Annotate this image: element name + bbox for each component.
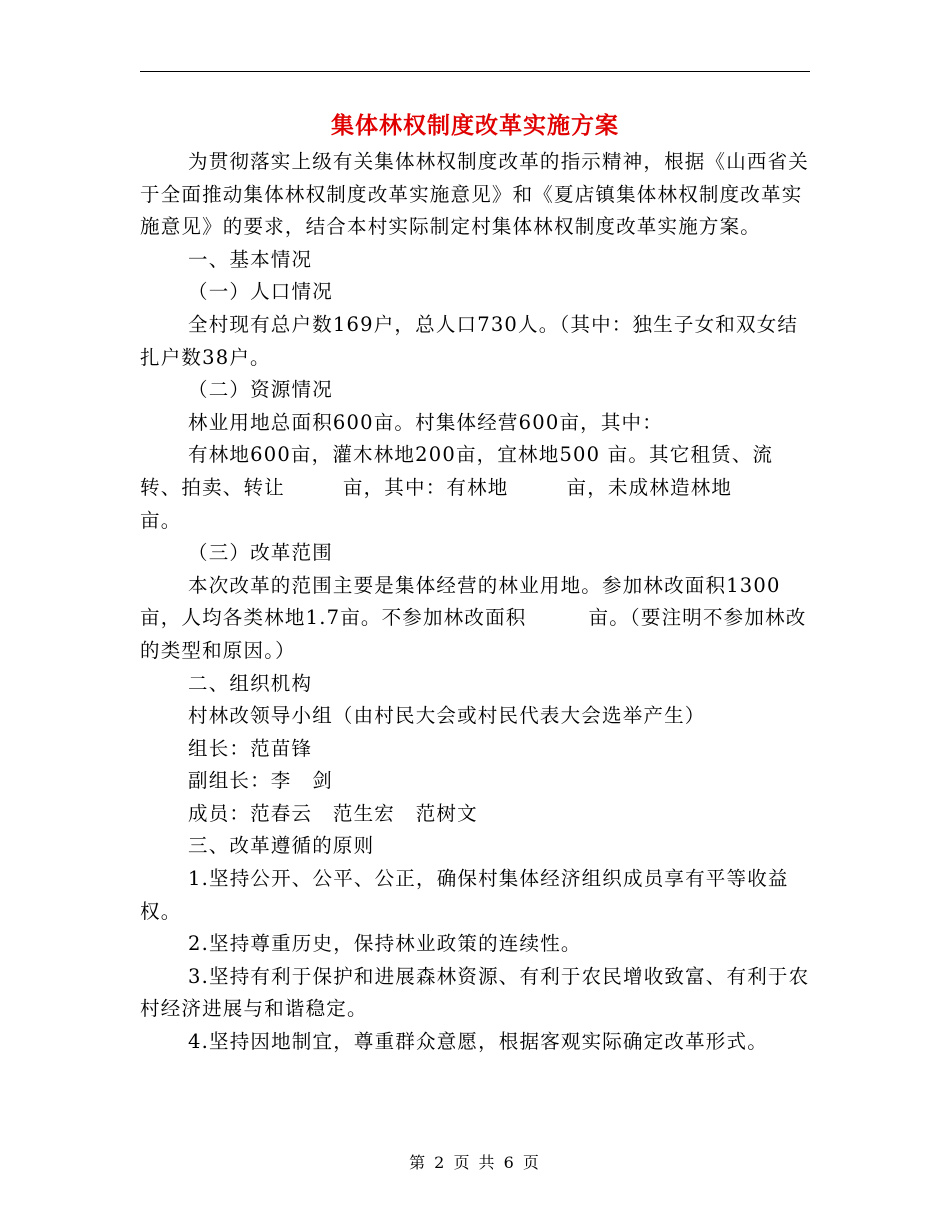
paragraph-intro: 为贯彻落实上级有关集体林权制度改革的指示精神，根据《山西省关于全面推动集体林权制度改革实施意见》和《夏店镇集体林权制度改革实施意见》的要求，结合本村实际制定村集体林权制度改革实施方案。 (140, 150, 810, 239)
paragraph-members: 成员：范春云 范生宏 范树文 (188, 801, 478, 825)
principle-3: 3.坚持有利于保护和进展森林资源、有利于农民增收致富、有利于农村经济进展与和谐稳定。 (140, 964, 810, 1021)
principle-2: 2.坚持尊重历史，保持林业政策的连续性。 (188, 932, 582, 956)
heading-principles: 三、改革遵循的原则 (188, 834, 375, 858)
paragraph-leading-group: 村林改领导小组（由村民大会或村民代表大会选举产生） (188, 704, 706, 728)
heading-organization: 二、组织机构 (188, 671, 313, 695)
forest-detail-part-3: 亩，未成林造林地 (566, 475, 733, 499)
paragraph-deputy: 副组长：李 剑 (188, 769, 333, 793)
principle-1: 1.坚持公开、公平、公正，确保村集体经济组织成员享有平等收益权。 (140, 867, 789, 923)
document-title: 集体林权制度改革实施方案 (331, 112, 619, 139)
forest-detail-part-2: 亩，其中：有林地 (342, 475, 509, 499)
subheading-resources: （二）资源情况 (188, 378, 333, 402)
paragraph-forest-area: 林业用地总面积600亩。村集体经营600亩，其中： (188, 410, 663, 434)
document-body (140, 146, 810, 1059)
paragraph-reform-scope (140, 570, 810, 668)
principle-4: 4.坚持因地制宜，尊重群众意愿，根据客观实际确定改革形式。 (188, 1030, 768, 1054)
paragraph-forest-detail (140, 439, 810, 537)
heading-basic-situation: 一、基本情况 (188, 247, 313, 271)
paragraph-population: 全村现有总户数169户，总人口730人。（其中：独生子女和双女结扎户数38户。 (140, 312, 799, 369)
forest-detail-part-1: 有林地600亩，灌木林地200亩，宜林地500 亩。其它租赁、流转、拍卖、转让 (140, 443, 774, 499)
subheading-reform-scope: （三）改革范围 (188, 541, 333, 565)
subheading-population: （一）人口情况 (188, 280, 333, 304)
reform-scope-part-2: 亩。（要注明不参加林改的类型和原因。） (140, 606, 807, 662)
page-number: 第 2 页 共 6 页 (409, 1153, 541, 1172)
reform-scope-part-1: 本次改革的范围主要是集体经营的林业用地。参加林改面积1300亩，人均各类林地1.7亩。不参加林改面积 (140, 573, 781, 630)
forest-detail-part-4: 亩。 (140, 508, 182, 532)
paragraph-leader: 组长：范苗锋 (188, 736, 313, 760)
header-rule (140, 71, 810, 72)
